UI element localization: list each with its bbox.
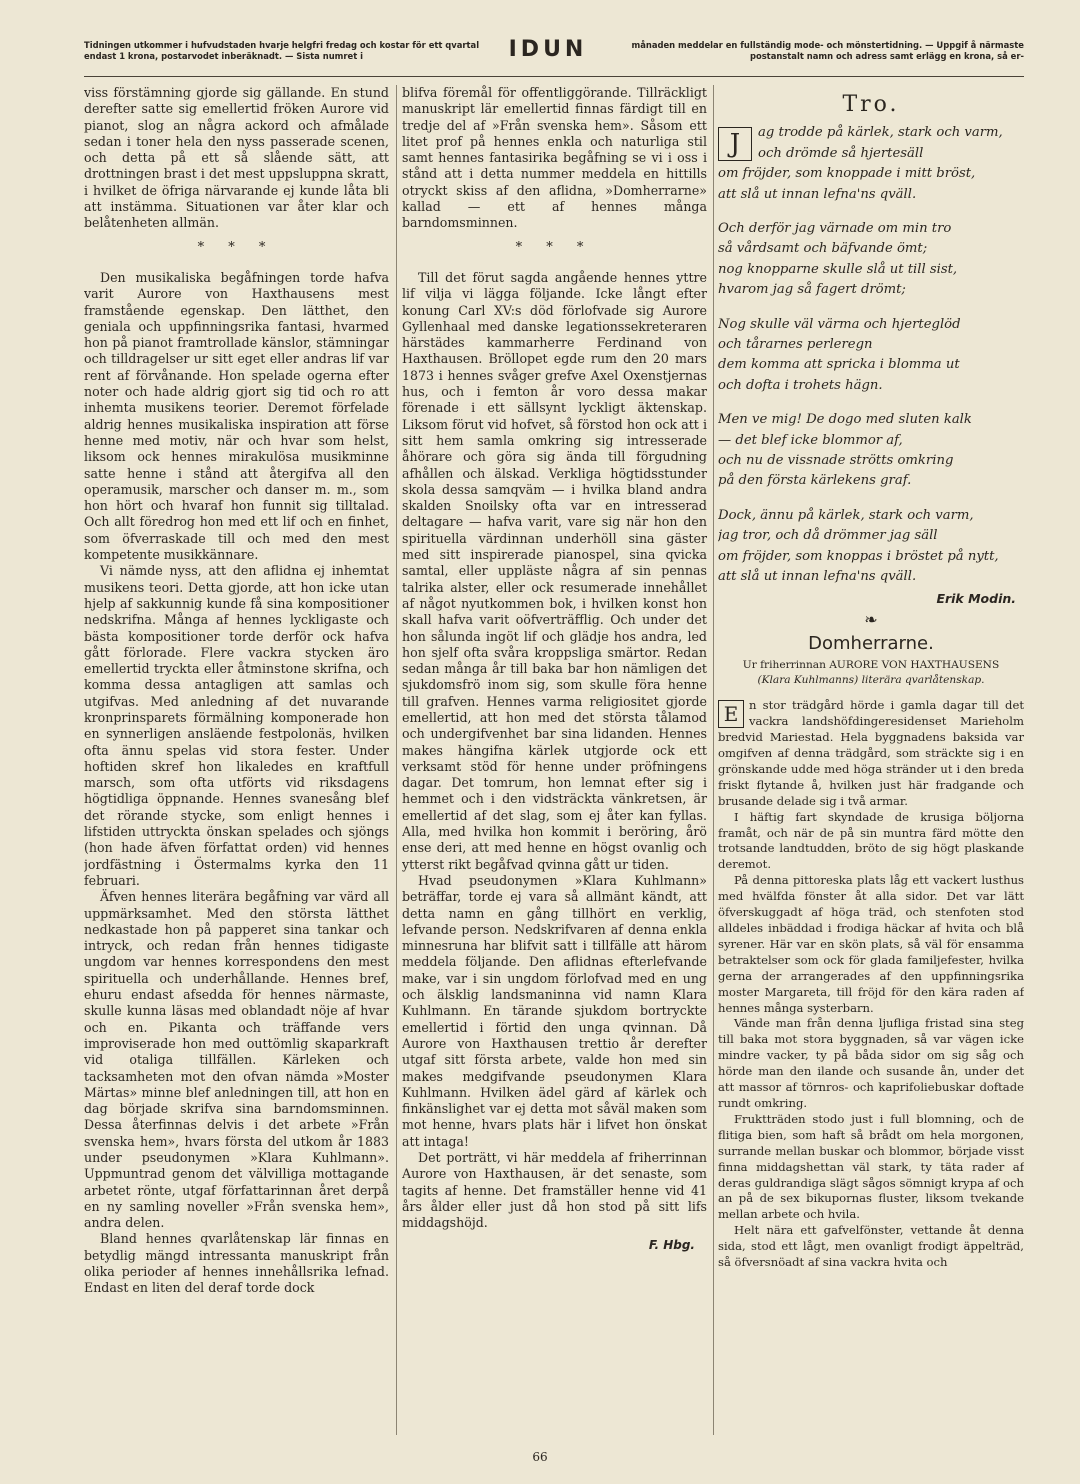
paragraph: viss förstämning gjorde sig gällande. En stund derefter satte sig emellertid fröken Aurore vid pianot, slog an några ackord och afmålade sedan i toner hela den nyss passerade scenen, och detta på ett så slående sätt, att drottningen brast i det mest uppsluppna skratt, i hvilket de öfriga närvarande ej kunde låta bli att instämma. Situationen var åter klar och belåtenheten allmän. <box>84 85 389 231</box>
poem-stanza <box>718 410 1024 492</box>
poem-stanza <box>718 219 1024 301</box>
poem-line: ag trodde på kärlek, stark och varm, <box>758 125 1003 141</box>
column-2 <box>402 85 707 1435</box>
poet-signature: Erik Modin. <box>936 591 1016 607</box>
asterism: * * * <box>515 239 594 255</box>
paragraph: blifva föremål för offentliggörande. Tillräckligt manuskript lär emellertid finnas färdigt till en tredje del af »Från svenska hem». Såsom ett litet prof på hennes enkla och naturliga stil samt hennes fantasirika begåfning se vi i oss i stånd att i detta nummer meddela en hittills otryckt skiss af den aflidna, »Domherrarne» kallad — ett af hennes många barndomsminnen. <box>402 85 707 231</box>
paragraph: Den musikaliska begåfningen torde hafva varit Aurore von Haxthausens mest framstående egenskap. Den lätthet, den geniala och uppfinningsrika fantasi, hvarmed hon på pianot framtrollade känslor, stämningar och tilldragelser ur sitt eget eller andras lif var rent af förvånande. Hon spelade ogerna efter noter och hade aldrig gjort sig tid och ro att inhemta musikens teorier. Deremot förfelade aldrig hennes musikaliska inspiration att förse henne med motiv, när och hvar som helst, liksom ock hennes mirakulösa musikminne satte henne i stånd att återgifva all den operamusik, marscher och danser m. m., som hon hört och hvaraf hon funnit sig tilltalad. Och allt föredrog hon med ett lif och en finhet, som öfverraskade till och med den mest kompetente musikkännare. <box>84 269 389 563</box>
poem-line: att slå ut innan lefna'ns qväll. <box>718 186 917 202</box>
poem-line: Nog skulle väl värma och hjerteglöd <box>718 316 961 332</box>
asterism: * * * <box>197 239 276 255</box>
paragraph: På denna pittoreska plats låg ett vackert lusthus med hvälfda fönster åt alla sidor. Det var lätt öfverskuggadt af höga träd, och stenfoten stod alldeles inbäddad i frodiga häckar af hvita och blå syrener. Här var en skön plats, så väl för ensamma betraktelser som ock för glada familjefester, hvilka gerna der arrangerades af den uppfinningsrika moster Margareta, till fröjd för den kära raden af hennes många systerbarn. <box>718 873 1024 1015</box>
poem-line: Och derför jag värnade om min tro <box>718 220 952 236</box>
poem-line: på den första kärlekens graf. <box>718 473 912 489</box>
poem-line: och drömde så hjertesäll <box>758 145 924 161</box>
column-3 <box>718 85 1024 1435</box>
masthead <box>84 37 1024 72</box>
poem-line: så vårdsamt och bäfvande ömt; <box>718 241 928 257</box>
poem-line: hvarom jag så fagert drömt; <box>718 282 906 298</box>
poem-line: dem komma att spricka i blomma ut <box>718 357 960 373</box>
paragraph: Det porträtt, vi här meddela af friherrinnan Aurore von Haxthausen, är det senaste, som tagits af henne. Det framställer henne vid 41 års ålder eller just då hon stod på sitt lifs middagshöjd. <box>402 1150 707 1231</box>
column-1 <box>84 85 389 1435</box>
poem-line: — det blef icke blommor af, <box>718 432 903 448</box>
paragraph: Äfven hennes literära begåfning var värd all uppmärksamhet. Med den största lätthet nedkastade hon på papperet sina tankar och intryck, och redan från hennes tidigaste ungdom var hennes korrespondens den mest spirituella och underhållande. Hennes bref, ehuru endast afsedda för hennes närmaste, skulle kunna läsas med oblandadt nöje af hvar och en. Pikanta och träffande vers improviserade hon med outtömlig skaparkraft vid otaliga tillfällen. Kärleken och tacksamheten mot den ofvan nämda »Moster Märtas» minne blef anledningen till, att hon en dag började skrifva sina barndomsminnen. Dessa återfinnas delvis i det arbete »Från svenska hem», hvars första del utkom år 1883 under pseudonymen »Klara Kuhlmann». Uppmuntrad genom det välvilliga mottagande arbetet rönte, utgaf författarinnan året derpå en ny samling noveller »Från svenska hem», andra delen. <box>84 889 389 1231</box>
signature: F. Hbg. <box>648 1238 695 1253</box>
article-subtitle <box>718 658 1024 688</box>
paragraph: Hvad pseudonymen »Klara Kuhlmann» beträffar, torde ej vara så allmänt kändt, att detta namn en gång tillhört en verklig, lefvande person. Nedskrifvaren af denna enkla minnesruna har blifvit satt i tillfälle att härom meddela följande. Den aflidnas efterlefvande make, var i sin ungdom förlofvad med en ung och älsklig landsmaninna vid namn Klara Kuhlmann. En tärande sjukdom bortryckte emellertid i förtid den unga qvinnan. Då Aurore von Haxthausen trettio år derefter utgaf sitt första arbete, valde hon med sin makes medgifvande pseudonymen Klara Kuhlmann. Hvilken ädel gärd af kärlek och finkänslighet var ej detta mot såväl maken som mot henne, hvars plats här i lifvet hon önskat att intaga! <box>402 872 707 1149</box>
poem-line: Dock, ännu på kärlek, stark och varm, <box>718 507 974 523</box>
poem-line: nog knopparne skulle slå ut till sist, <box>718 261 958 277</box>
subtitle-line: (Klara Kuhlmanns) literära qvarlåtenskap. <box>757 674 985 687</box>
masthead-right-text: månaden meddelar en fullständig mode- och mönstertidning. — Uppgif å närmaste postanstalt namn och adress samt erlägg en krona, så er- <box>631 40 1024 61</box>
poem-stanza <box>718 123 1024 205</box>
poem-stanza <box>718 315 1024 397</box>
poem-line: att slå ut innan lefna'ns qväll. <box>718 569 917 585</box>
poem <box>718 123 1024 587</box>
poem-title: Tro. <box>842 92 900 117</box>
poem-line: om fröjder, som knoppas i bröstet på nytt, <box>718 548 999 564</box>
paragraph: Vi nämde nyss, att den aflidna ej inhemtat musikens teori. Detta gjorde, att hon icke utan hjelp af sakkunnig kunde få sina kompositioner nedskrifna. Många af hennes lyckligaste och bästa kompositioner torde derför ock hafva gått förlorade. Flere vackra stycken äro emellertid tryckta eller åtminstone skrifna, och komma dessa antagligen att samlas och utgifvas. Med anledning af det nuvarande kronprinsparets förmälning komponerade hon en synnerligen ansläende festpolonäs, hvilken ofta ännu spelas vid stora fester. Under hoftiden skref hon likaledes en kraftfull marsch, som ofta utförts vid riksdagens högtidliga öppnande. Hennes svanesång blef det rörande stycke, som enligt hennes i lifstiden uttryckta önskan spelades och sjöngs (hon hade äfven författat orden) vid hennes jordfästning i Östermalms kyrka den 11 februari. <box>84 563 389 888</box>
paragraph: I häftig fart skyndade de krusiga böljorna framåt, och när de på sin muntra färd mötte den trotsande landtudden, bröto de sig högt plaskande deremot. <box>718 809 1024 872</box>
paragraph: Helt nära ett gafvelfönster, vettande åt denna sida, stod ett lågt, men ovanligt frodigt äppelträd, så öfversnöadt af sina vackra hvita och <box>718 1223 1024 1270</box>
masthead-rule <box>84 76 1024 77</box>
poem-stanza <box>718 506 1024 588</box>
poem-line: och tårarnes perleregn <box>718 336 873 352</box>
poem-line: om fröjder, som knoppade i mitt bröst, <box>718 166 976 182</box>
article-title: Domherrarne. <box>808 633 934 655</box>
paragraph <box>718 698 1024 809</box>
paragraph: Vände man från denna ljufliga fristad sina steg till baka mot stora byggnaden, så var vägen icke mindre vacker, ty på båda sidor om sig såg och hörde man den ilande och susande ån, under det att massor af törnros- och kaprifoliebuskar doftade rundt omkring. <box>718 1016 1024 1110</box>
paragraph: Bland hennes qvarlåtenskap lär finnas en betydlig mängd intressanta manuskript från olika perioder af hennes innehållsrika lefnad. Endast en liten del deraf torde dock <box>84 1231 389 1296</box>
poem-line: och nu de vissnade strötts omkring <box>718 452 954 468</box>
poem-line: och dofta i trohets hägn. <box>718 377 883 393</box>
paragraph: Fruktträden stodo just i full blomning, och de flitiga bien, som haft så brådt om hela morgonen, surrande mellan buskar och blommor, började visst finna middagshettan väl stark, ty täta rader af deras guldrandiga slägt sågos sömnigt krypa af och an på de sex bikupornas fluster, liksom tvekande mellan arbete och hvila. <box>718 1111 1024 1222</box>
column-separator <box>396 85 397 1435</box>
column-separator <box>713 85 714 1435</box>
paragraph: Till det förut sagda angående hennes yttre lif vilja vi lägga följande. Icke långt efter konung Carl XV:s död förlofvade sig Aurore Gyllenhaal med danske legationssekreteraren härstädes kammarherre Ferdinand von Haxthausen. Bröllopet egde rum den 20 mars 1873 i hennes svåger grefve Axel Oxenstjernas hus, och i femton år voro dessa makar förenade i ett sällsynt lyckligt äktenskap. Liksom förut vid hofvet, så förstod hon ock att i sitt hem samla omkring sig intresserade åhörare och göra sig ända till förgudning afhållen och älskad. Verkliga högtidsstunder skola dessa samqväm — i hvilka bland andra skalden Snoilsky ofta var en intresserad deltagare — hafva varit, vare sig när hon den spirituella värdinnan underhöll sina gäster med sitt inspirerade pianospel, sina qvicka samtal, eller uppläste några af sin pennas talrika alster, eller ock resumerade innehållet af något nyutkommen bok, i hvilken konst hon skall hafva varit oöfverträfflig. Och under det hon sålunda ingöt lif och glädje hos andra, led hon sjelf ofta svåra kroppsliga smärtor. Redan sedan många år till baka bar hon nämligen det sjukdomsfrö inom sig, som skulle föra henne till grafven. Hennes varma religiositet gjorde emellertid, att hon med det största tålamod och undergifvenhet bar sina lidanden. Hennes makes hängifna kärlek utgjorde ock ett verksamt stöd för henne under pröfningens dagar. Det tomrum, hon lemnat efter sig i hemmet och i den vidsträckta vänkretsen, är emellertid af det slag, som ej åter kan fyllas. Alla, med hvilka hon kommit i beröring, årö ense deri, att med henne en högst ovanlig och ytterst rikt begåfvad qvinna gått ur tiden. <box>402 269 707 872</box>
masthead-left-text: Tidningen utkommer i hufvudstaden hvarje helgfri fredag och kostar för ett qvartal endast 1 krona, postarvodet inberäknadt. — Sista numret i <box>84 40 480 61</box>
paragraph-text: n stor trädgård hörde i gamla dagar till det vackra landshöfdingeresidenset Marieholm bredvid Mariestad. Hela byggnadens baksida var omgifven af denna trädgård, som sträckte sig i en grönskande udde med höga stränder ut i den breda friskt flytande å, hvilken just här fradgande och brusande delade sig i två armar. <box>718 698 1024 808</box>
poem-line: jag tror, och då drömmer jag säll <box>718 528 938 544</box>
drop-cap: J <box>718 127 752 161</box>
drop-cap: E <box>718 700 744 728</box>
flourish-ornament-icon: ❧ <box>864 609 878 629</box>
page-number: 66 <box>532 1450 548 1464</box>
subtitle-line: Ur friherrinnan AURORE VON HAXTHAUSENS <box>742 659 1000 672</box>
masthead-title: IDUN <box>508 37 588 62</box>
poem-line: Men ve mig! De dogo med sluten kalk <box>718 412 972 428</box>
